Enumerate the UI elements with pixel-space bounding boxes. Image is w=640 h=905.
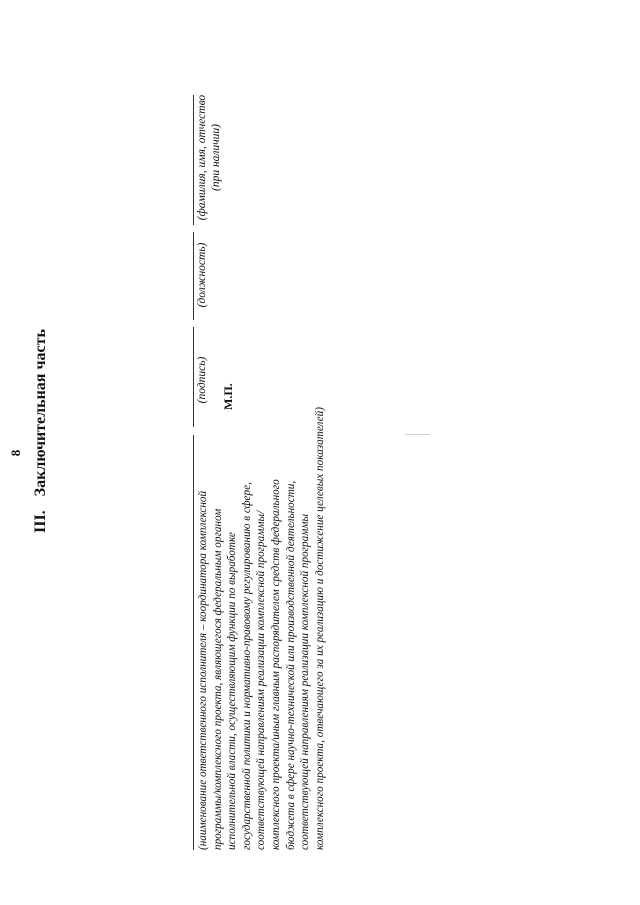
name-caption-line-2: (при наличии) — [209, 124, 222, 191]
scan-artifact — [405, 434, 430, 435]
responsible-executive-caption — [196, 407, 327, 850]
caption-line: программы/комплексного проекта, являющегося федеральным органом — [211, 508, 224, 850]
position-caption: (должность) — [196, 242, 208, 308]
section-numeral: III. — [32, 510, 49, 533]
position-line — [193, 232, 194, 320]
section-title: Заключительная часть — [32, 329, 49, 497]
name-caption — [196, 90, 224, 225]
caption-line: комплексного проекта, отвечающего за их реализацию и достижение целевых показателей) — [313, 407, 326, 850]
caption-line: комплексного проекта/иным главным распорядителем средств федерального — [269, 479, 282, 850]
page-number: 8 — [8, 449, 23, 457]
caption-line: соответствующей направлениям реализации комплексной программы/ — [255, 510, 268, 850]
seal-caption: М.П. — [221, 383, 235, 410]
caption-line: исполнительной власти, осуществляющим функции по выработке — [226, 532, 239, 850]
caption-line: соответствующей направлениям реализации комплексной программы — [299, 513, 312, 850]
caption-line: бюджета в сфере научно-технической или производственной деятельности, — [284, 480, 297, 850]
signature-line — [193, 327, 194, 427]
name-line — [193, 95, 194, 225]
caption-line: (наименование ответственного исполнителя – координатора комплексной — [197, 490, 209, 850]
name-caption-line-1: (фамилия, имя, отчество — [196, 94, 208, 221]
caption-line: государственной политики и нормативно-правовому регулированию в сфере, — [240, 482, 253, 850]
responsible-signature-line — [193, 435, 194, 850]
signature-caption: (подпись) — [196, 356, 208, 404]
